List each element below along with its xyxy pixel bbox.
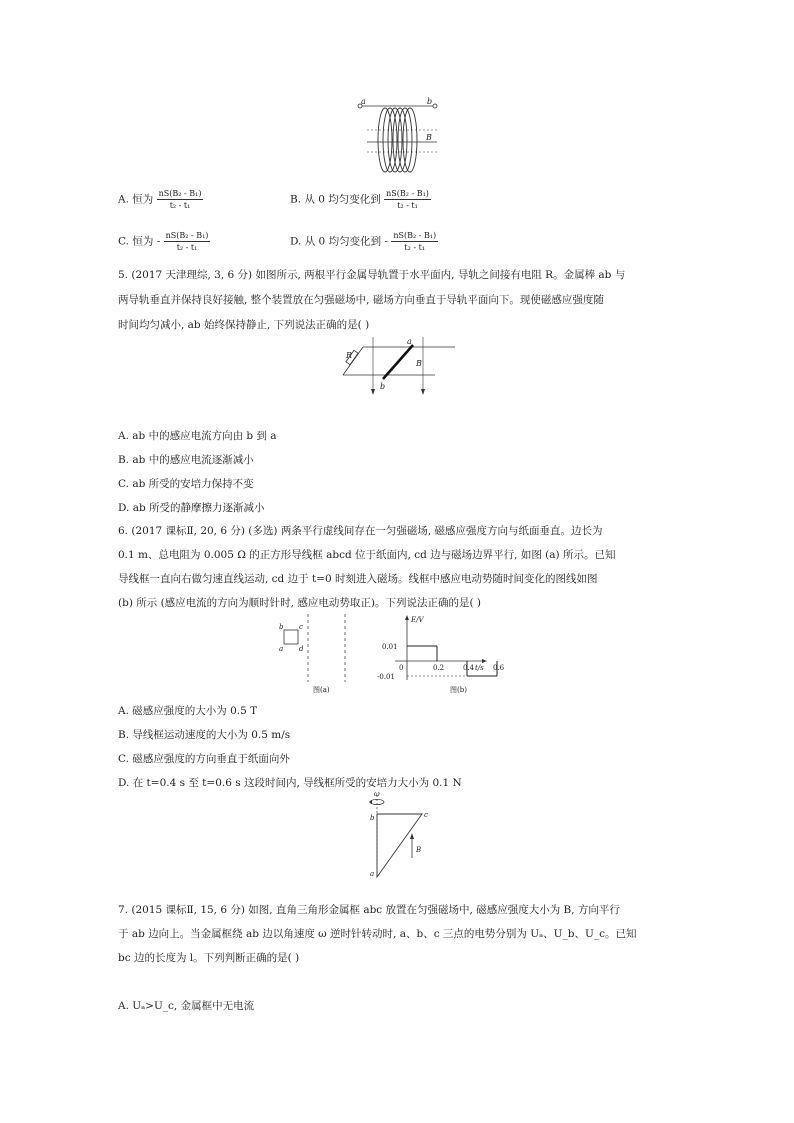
y-tick-pos: 0.01 [382,643,398,651]
q5-stem-line1: 5. (2017 天津理综, 3, 6 分) 如图所示, 两根平行金属导轨置于水平面内, 导轨之间接有电阻 R。金属棒 ab 与 [118,269,626,281]
q5-option-b[interactable]: B. ab 中的感应电流逐渐减小 [118,454,254,466]
coil-figure [355,98,440,178]
q6-option-a[interactable]: A. 磁感应强度的大小为 0.5 T [118,705,258,717]
q5-rails-figure [335,335,460,400]
q6-stem-line4: (b) 所示 (感应电流的方向为顺时针时, 感应电动势取正)。下列说法正确的是( ) [118,597,481,609]
label-a: a [370,870,375,878]
label-B: B [416,846,422,854]
label-b: b [279,623,284,631]
q6-stem-line2: 0.1 m、总电阻为 0.005 Ω 的正方形导线框 abcd 位于纸面内, cd 边与磁场边界平行, 如图 (a) 所示。已知 [118,549,616,561]
x-tick-2: 0.4 [463,664,475,672]
label-b: b [370,814,375,822]
q5-option-c[interactable]: C. ab 所受的安培力保持不变 [118,478,254,490]
label-b: b [380,382,386,391]
q4-option-c[interactable]: C. 恒为 - $\frac{\text{nS(B₂ - B₁)}}{\text{t₂ - t₁}}$ [118,231,209,252]
label-c: c [299,623,303,631]
q7-option-a[interactable]: A. Uₐ>U_c, 金属框中无电流 [118,1000,255,1012]
q6-option-b[interactable]: B. 导线框运动速度的大小为 0.5 m/s [118,729,291,741]
y-axis-label: E/V [411,616,424,624]
x-tick-3: 0.6 [493,664,505,672]
coil-label-a: a [361,97,366,106]
q5-option-d[interactable]: D. ab 所受的静摩擦力逐渐减小 [118,502,265,514]
q5-stem-line3: 时间均匀减小, ab 始终保持静止, 下列说法正确的是( ) [118,319,370,331]
label-B: B [416,359,422,368]
q6-figure-a [275,612,355,697]
label-d: d [299,645,304,653]
y-tick-neg: -0.01 [377,673,395,681]
q7-stem-line1: 7. (2015 课标Ⅱ, 15, 6 分) 如图, 直角三角形金属框 abc 放置在匀强磁场中, 磁感应强度大小为 B, 方向平行 [118,904,620,916]
coil-label-B: B [426,133,432,142]
label-R: R [346,351,353,360]
coil-label-b: b [427,97,433,106]
q6-option-d[interactable]: D. 在 t=0.4 s 至 t=0.6 s 这段时间内, 导线框所受的安培力大小为 0.1 N [118,777,462,789]
q4-option-b[interactable]: B. 从 0 均匀变化到 $\frac{\text{nS(B₂ - B₁)}}{\text{t₂ - t₁}}$ [290,189,429,210]
x-axis-label: t/s [475,664,484,672]
fraction: $\frac{\text{nS(B₂ - B₁)}}{\text{t₂ - t₁}}$ [393,231,437,252]
label-omega: ω [374,790,380,798]
q7-stem-line2: 于 ab 边向上。当金属框绕 ab 边以角速度 ω 逆时针转动时, a、b、c 三点的电势分别为 Uₐ、U_b、U_c。已知 [118,928,637,940]
q7-triangle-figure [360,792,440,882]
emf-chart [365,612,505,697]
q6-stem-line1: 6. (2017 课标Ⅱ, 20, 6 分) (多选) 两条平行虚线间存在一匀强磁场, 磁感应强度方向与纸面垂直。边长为 [118,525,603,537]
caption-b: 图(b) [450,686,467,694]
x-tick-1: 0.2 [433,664,445,672]
origin-label: 0 [399,664,404,672]
q4-option-a[interactable]: A. 恒为 $\frac{\text{nS(B₂ - B₁)}}{\text{t₂ - t₁}}$ [118,189,202,210]
label-a: a [279,645,284,653]
fraction: $\frac{\text{nS(B₂ - B₁)}}{\text{t₂ - t₁}}$ [165,231,209,252]
fraction: $\frac{\text{nS(B₂ - B₁)}}{\text{t₂ - t₁}}$ [158,189,202,210]
q4-option-d[interactable]: D. 从 0 均匀变化到 - $\frac{\text{nS(B₂ - B₁)}}{\text{t₂ - t₁}}$ [290,231,437,252]
q7-stem-line3: bc 边的长度为 l。下列判断正确的是( ) [118,952,300,964]
label-a: a [407,337,412,346]
q6-stem-line3: 导线框一直向右做匀速直线运动, cd 边于 t=0 时刻进入磁场。线框中感应电动势随时间变化的图线如图 [118,573,598,585]
q5-stem-line2: 两导轨垂直并保持良好接触, 整个装置放在匀强磁场中, 磁场方向垂直于导轨平面向下。现使磁感应强度随 [118,294,604,306]
q6-option-c[interactable]: C. 磁感应强度的方向垂直于纸面向外 [118,753,290,765]
caption-a: 图(a) [313,686,330,694]
fraction: $\frac{\text{nS(B₂ - B₁)}}{\text{t₂ - t₁}}$ [386,189,429,210]
q5-option-a[interactable]: A. ab 中的感应电流方向由 b 到 a [118,430,277,442]
label-c: c [424,811,428,819]
